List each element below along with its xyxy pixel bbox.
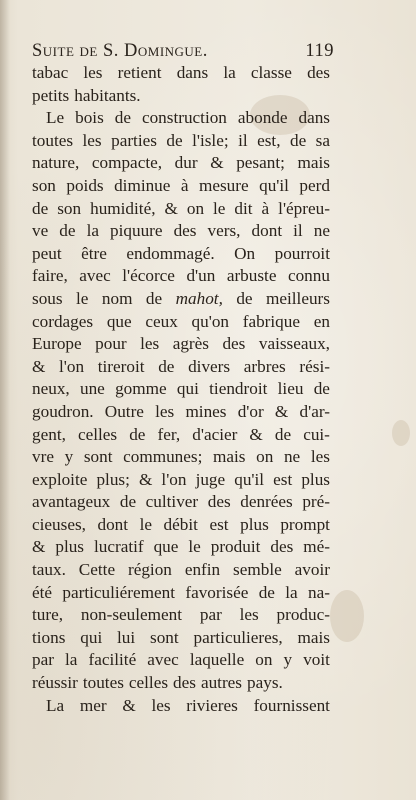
text-line: gent, celles de fer, d'acier & de cui- <box>32 424 330 444</box>
text-line: de son humidité, & on le dit à l'épreu- <box>32 198 330 218</box>
text-line: été particuliérement favorisée de la na- <box>32 582 330 602</box>
text-line: toutes les parties de l'isle; il est, de sa <box>32 130 330 150</box>
text-line: cordages que ceux qu'on fabrique en <box>32 311 330 331</box>
text-line: cieuses, dont le débit est plus prompt <box>32 514 330 534</box>
text-line: Europe pour les agrès des vaisseaux, <box>32 334 330 354</box>
text-line: Le bois de construction abonde dans <box>46 108 330 128</box>
text-line: nature, compacte, dur & pesant; mais <box>32 153 330 173</box>
text-line: petits habitants. <box>32 85 141 105</box>
text-line: vre y sont communes; mais on ne les <box>32 447 330 467</box>
text-line: son poids diminue à mesure qu'il perd <box>32 175 330 195</box>
running-title: Suite de S. Domingue. <box>32 41 208 61</box>
page-number: 119 <box>305 41 334 61</box>
text-line: tabac les retient dans la classe des <box>32 63 330 82</box>
text-line: réussir toutes celles des autres pays. <box>32 673 283 693</box>
body-text <box>32 62 330 717</box>
text-line: ture, non-seulement par les produc- <box>32 605 330 625</box>
text-line: faire, avec l'écorce d'un arbuste connu <box>32 266 330 286</box>
foxing-spot <box>330 590 364 642</box>
text-line: ve de la piquure des vers, dont il ne <box>32 221 330 241</box>
text-line: exploite plus; & l'on juge qu'il est plus <box>32 469 330 489</box>
text-line: peut être endommagé. On pourroit <box>32 243 330 263</box>
text-line: sous le nom de mahot, de meilleurs <box>32 288 330 308</box>
foxing-spot <box>392 420 410 446</box>
text-line: La mer & les rivieres fournissent <box>46 695 330 715</box>
text-line: avantageux de cultiver des denrées pré- <box>32 492 330 512</box>
page-gutter-shadow <box>0 0 10 800</box>
text-line: taux. Cette région enfin semble avoir <box>32 560 330 580</box>
text-line: tions qui lui sont particulieres, mais <box>32 627 330 647</box>
text-line: goudron. Outre les mines d'or & d'ar- <box>32 401 330 421</box>
text-line: & plus lucratif que le produit des mé- <box>32 537 330 557</box>
text-line: & l'on tireroit de divers arbres rési- <box>32 356 330 376</box>
text-line: neux, une gomme qui tiendroit lieu de <box>32 379 330 399</box>
text-line: par la facilité avec laquelle on y voit <box>32 650 330 670</box>
